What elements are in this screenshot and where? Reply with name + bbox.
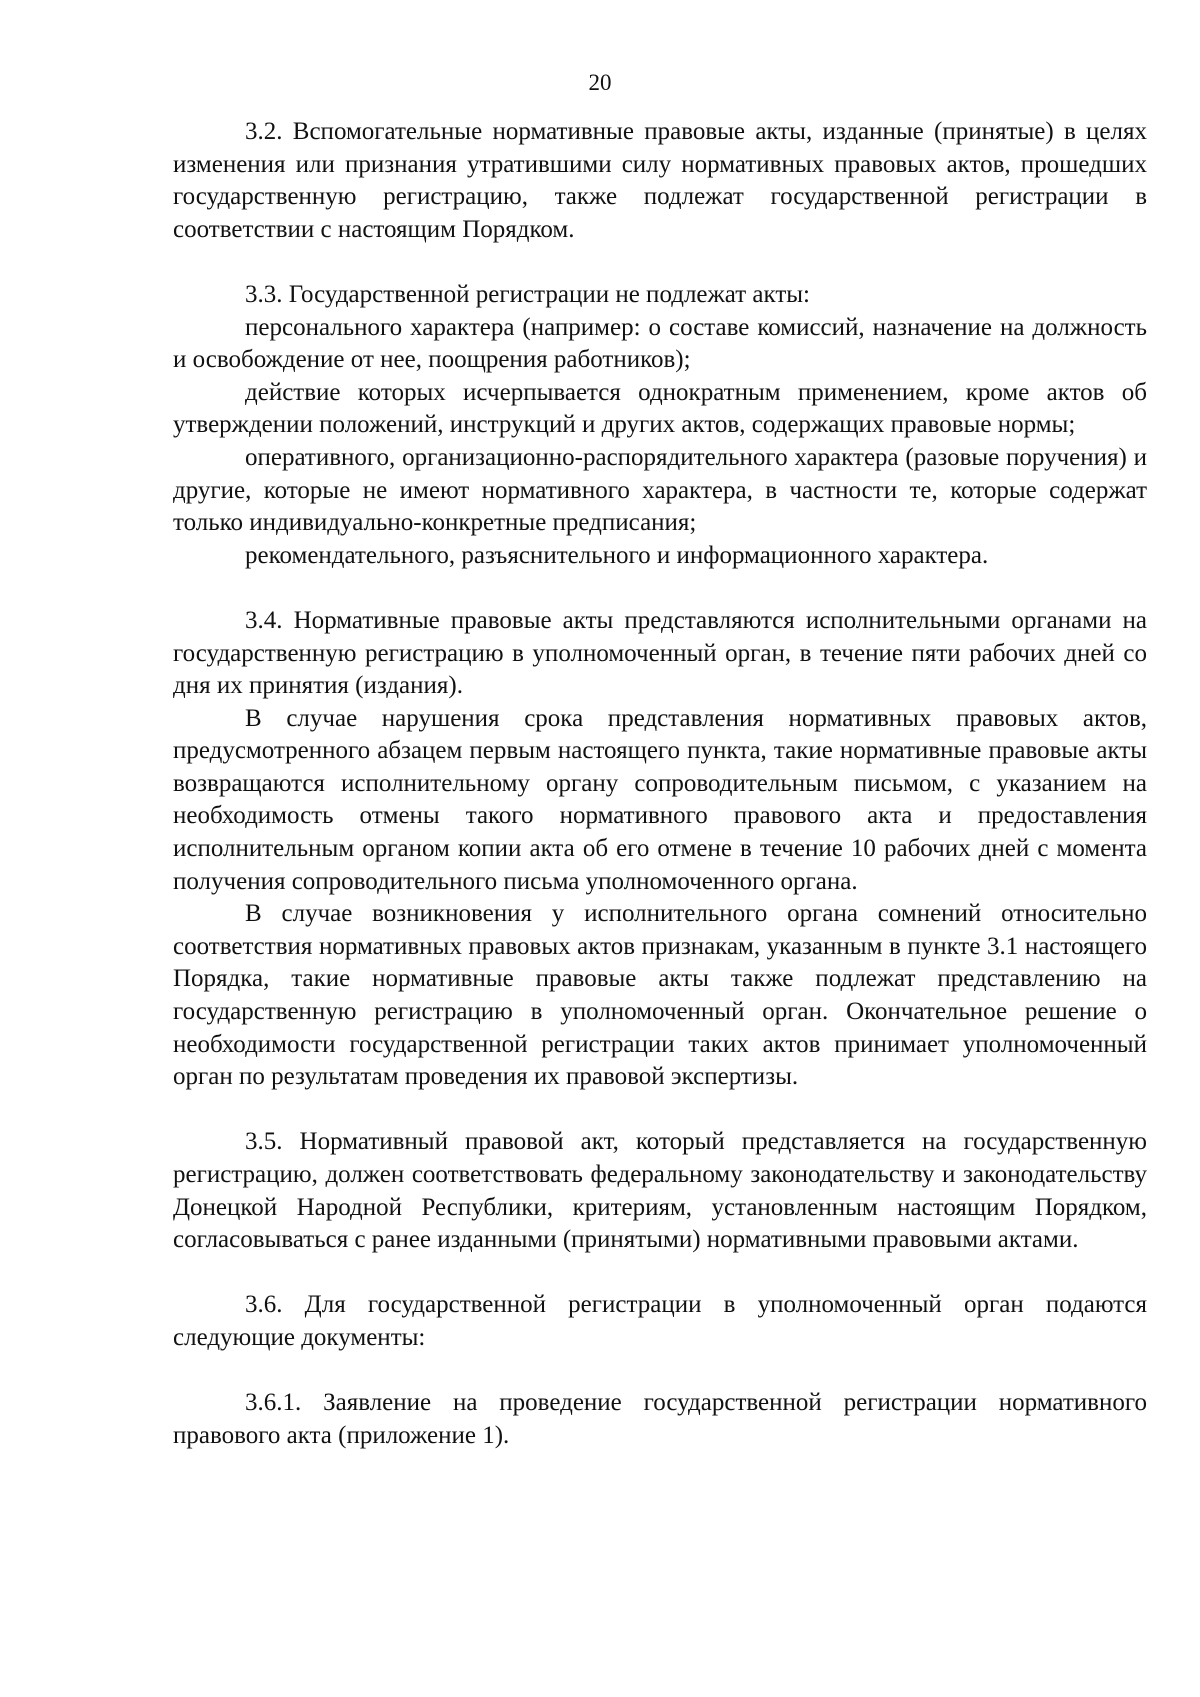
list-item-personal: персонального характера (например: о составе комиссий, назначение на должность и освобождение от нее, поощрения работников); — [173, 313, 1147, 374]
paragraph-3-5: 3.5. Нормативный правовой акт, который представляется на государственную регистрацию, должен соответствовать федеральному законодательству и законодательству Донецкой Народной Республики, критериям, установленным настоящим Порядком, согласовываться с ранее изданными (принятыми) нормативными правовыми актами. — [173, 1128, 1147, 1254]
document-body — [173, 116, 1147, 1452]
list-item-operational: оперативного, организационно-распорядительного характера (разовые поручения) и другие, которые не имеют нормативного характера, в частности те, которые содержат только индивидуально-конкретные предписания; — [173, 443, 1147, 537]
paragraph-3-6-1: 3.6.1. Заявление на проведение государственной регистрации нормативного правового акта (приложение 1). — [173, 1389, 1147, 1449]
paragraph-3-4-deadline: В случае нарушения срока представления нормативных правовых актов, предусмотренного абзацем первым настоящего пункта, такие нормативные правовые акты возвращаются исполнительному органу сопроводительным письмом, с указанием на необходимость отмены такого нормативного правового акта и предоставления исполнительным органом копии акта об его отмене в течение 10 рабочих дней с момента получения сопроводительного письма уполномоченного органа. — [173, 704, 1147, 895]
list-item-recommendatory: рекомендательного, разъяснительного и информационного характера. — [245, 541, 989, 569]
paragraph-3-2: 3.2. Вспомогательные нормативные правовые акты, изданные (принятые) в целях изменения или признания утратившими силу нормативных правовых актов, прошедших государственную регистрацию, также подлежат государственной регистрации в соответствии с настоящим Порядком. — [173, 118, 1147, 243]
page-number: 20 — [588, 70, 612, 95]
paragraph-3-4-doubts: В случае возникновения у исполнительного органа сомнений относительно соответствия нормативных правовых актов признакам, указанным в пункте 3.1 настоящего Порядка, такие нормативные правовые акты также подлежат представлению на государственную регистрацию в уполномоченный орган. Окончательное решение о необходимости государственной регистрации таких актов принимает уполномоченный орган по результатам проведения их правовой экспертизы. — [173, 900, 1147, 1091]
list-item-one-time: действие которых исчерпывается однократным применением, кроме актов об утверждении положений, инструкций и других актов, содержащих правовые нормы; — [173, 378, 1147, 439]
paragraph-3-6: 3.6. Для государственной регистрации в уполномоченный орган подаются следующие документы: — [173, 1291, 1147, 1351]
paragraph-3-3: 3.3. Государственной регистрации не подлежат акты: — [245, 280, 810, 308]
paragraph-3-4: 3.4. Нормативные правовые акты представляются исполнительными органами на государственную регистрацию в уполномоченный орган, в течение пяти рабочих дней со дня их принятия (издания). — [173, 606, 1147, 700]
